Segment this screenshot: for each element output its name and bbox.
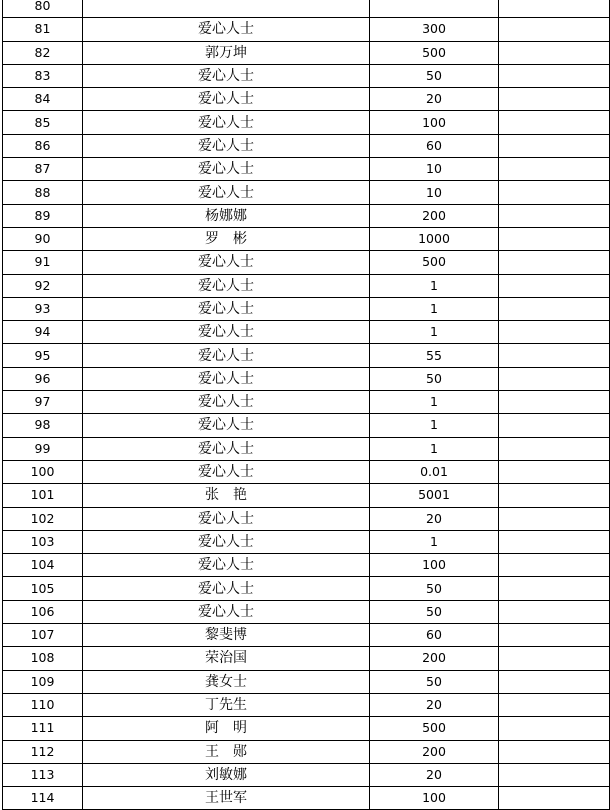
donor-name-cell [83, 0, 370, 18]
donor-name-cell: 罗 彬 [83, 227, 370, 250]
table-row [3, 647, 610, 670]
donation-amount-cell: 1 [370, 321, 499, 344]
row-number-cell: 110 [3, 693, 83, 716]
donor-name-cell: 爱心人士 [83, 600, 370, 623]
donor-name-cell: 爱心人士 [83, 577, 370, 600]
donor-name-cell: 爱心人士 [83, 64, 370, 87]
row-number-cell: 100 [3, 460, 83, 483]
table-row [3, 530, 610, 553]
empty-cell [499, 740, 610, 763]
table-row [3, 670, 610, 693]
table-row [3, 204, 610, 227]
donation-amount-cell: 20 [370, 693, 499, 716]
row-number-cell: 96 [3, 367, 83, 390]
table-row [3, 0, 610, 18]
donor-name-cell: 爱心人士 [83, 414, 370, 437]
donation-amount-cell: 20 [370, 88, 499, 111]
donation-amount-cell: 50 [370, 670, 499, 693]
table-row [3, 460, 610, 483]
donor-name-cell: 爱心人士 [83, 391, 370, 414]
donor-name-cell: 龚女士 [83, 670, 370, 693]
row-number-cell: 90 [3, 227, 83, 250]
empty-cell [499, 344, 610, 367]
empty-cell [499, 507, 610, 530]
row-number-cell: 103 [3, 530, 83, 553]
row-number-cell: 80 [3, 0, 83, 18]
table-row [3, 763, 610, 786]
table-row [3, 554, 610, 577]
table-row [3, 740, 610, 763]
empty-cell [499, 227, 610, 250]
empty-cell [499, 321, 610, 344]
empty-cell [499, 18, 610, 41]
table-row [3, 437, 610, 460]
donor-name-cell: 黎斐博 [83, 624, 370, 647]
row-number-cell: 89 [3, 204, 83, 227]
donation-amount-cell: 1 [370, 530, 499, 553]
donation-amount-cell: 100 [370, 111, 499, 134]
donation-amount-cell: 1 [370, 274, 499, 297]
donor-name-cell: 爱心人士 [83, 460, 370, 483]
row-number-cell: 112 [3, 740, 83, 763]
row-number-cell: 109 [3, 670, 83, 693]
donor-name-cell: 张 艳 [83, 484, 370, 507]
donation-amount-cell: 1 [370, 437, 499, 460]
table-row [3, 624, 610, 647]
table-row [3, 577, 610, 600]
row-number-cell: 85 [3, 111, 83, 134]
table-row [3, 41, 610, 64]
empty-cell [499, 787, 610, 810]
empty-cell [499, 763, 610, 786]
table-row [3, 367, 610, 390]
donor-name-cell: 杨娜娜 [83, 204, 370, 227]
row-number-cell: 105 [3, 577, 83, 600]
donation-amount-cell: 500 [370, 251, 499, 274]
donor-name-cell: 郭万坤 [83, 41, 370, 64]
donor-name-cell: 爱心人士 [83, 181, 370, 204]
table-row [3, 321, 610, 344]
empty-cell [499, 251, 610, 274]
empty-cell [499, 367, 610, 390]
empty-cell [499, 134, 610, 157]
empty-cell [499, 693, 610, 716]
empty-cell [499, 297, 610, 320]
donor-name-cell: 爱心人士 [83, 88, 370, 111]
donation-amount-cell: 20 [370, 507, 499, 530]
donation-amount-cell: 1 [370, 297, 499, 320]
table-row [3, 111, 610, 134]
donation-amount-cell: 5001 [370, 484, 499, 507]
empty-cell [499, 41, 610, 64]
donor-name-cell: 爱心人士 [83, 367, 370, 390]
donation-amount-cell: 10 [370, 181, 499, 204]
empty-cell [499, 111, 610, 134]
row-number-cell: 108 [3, 647, 83, 670]
empty-cell [499, 624, 610, 647]
donor-name-cell: 爱心人士 [83, 297, 370, 320]
table-row [3, 227, 610, 250]
donation-amount-cell: 60 [370, 624, 499, 647]
row-number-cell: 92 [3, 274, 83, 297]
table-row [3, 251, 610, 274]
donor-name-cell: 爱心人士 [83, 530, 370, 553]
row-number-cell: 97 [3, 391, 83, 414]
table-row [3, 484, 610, 507]
donor-name-cell: 爱心人士 [83, 344, 370, 367]
table-row [3, 507, 610, 530]
donation-amount-cell: 1 [370, 391, 499, 414]
donor-name-cell: 爱心人士 [83, 111, 370, 134]
row-number-cell: 94 [3, 321, 83, 344]
row-number-cell: 114 [3, 787, 83, 810]
empty-cell [499, 158, 610, 181]
donation-amount-cell: 100 [370, 554, 499, 577]
empty-cell [499, 64, 610, 87]
empty-cell [499, 554, 610, 577]
empty-cell [499, 437, 610, 460]
donation-amount-cell: 500 [370, 717, 499, 740]
donation-amount-cell: 20 [370, 763, 499, 786]
table-row [3, 717, 610, 740]
donation-amount-cell: 60 [370, 134, 499, 157]
empty-cell [499, 670, 610, 693]
donation-amount-cell: 50 [370, 577, 499, 600]
row-number-cell: 98 [3, 414, 83, 437]
empty-cell [499, 600, 610, 623]
donor-name-cell: 爱心人士 [83, 554, 370, 577]
row-number-cell: 84 [3, 88, 83, 111]
table-row [3, 181, 610, 204]
table-row [3, 158, 610, 181]
table-row [3, 18, 610, 41]
donor-name-cell: 爱心人士 [83, 274, 370, 297]
row-number-cell: 81 [3, 18, 83, 41]
donation-amount-cell: 55 [370, 344, 499, 367]
row-number-cell: 93 [3, 297, 83, 320]
donor-name-cell: 阿 明 [83, 717, 370, 740]
row-number-cell: 83 [3, 64, 83, 87]
row-number-cell: 111 [3, 717, 83, 740]
row-number-cell: 101 [3, 484, 83, 507]
donation-amount-cell: 200 [370, 740, 499, 763]
donation-table [2, 0, 610, 810]
empty-cell [499, 484, 610, 507]
donation-amount-cell: 0.01 [370, 460, 499, 483]
row-number-cell: 102 [3, 507, 83, 530]
row-number-cell: 88 [3, 181, 83, 204]
row-number-cell: 86 [3, 134, 83, 157]
donor-name-cell: 王世军 [83, 787, 370, 810]
empty-cell [499, 530, 610, 553]
empty-cell [499, 274, 610, 297]
empty-cell [499, 577, 610, 600]
table-row [3, 414, 610, 437]
empty-cell [499, 0, 610, 18]
donor-name-cell: 荣治国 [83, 647, 370, 670]
donor-name-cell: 王 郧 [83, 740, 370, 763]
table-row [3, 693, 610, 716]
table-row [3, 274, 610, 297]
table-row [3, 344, 610, 367]
donor-name-cell: 爱心人士 [83, 507, 370, 530]
table-row [3, 88, 610, 111]
donation-amount-cell: 100 [370, 787, 499, 810]
donation-amount-cell: 200 [370, 647, 499, 670]
empty-cell [499, 647, 610, 670]
donation-amount-cell: 1000 [370, 227, 499, 250]
donation-table-body [3, 0, 610, 810]
row-number-cell: 106 [3, 600, 83, 623]
row-number-cell: 107 [3, 624, 83, 647]
row-number-cell: 99 [3, 437, 83, 460]
table-row [3, 134, 610, 157]
empty-cell [499, 391, 610, 414]
donation-amount-cell: 500 [370, 41, 499, 64]
donation-amount-cell: 50 [370, 600, 499, 623]
empty-cell [499, 204, 610, 227]
row-number-cell: 87 [3, 158, 83, 181]
donation-amount-cell: 50 [370, 367, 499, 390]
empty-cell [499, 414, 610, 437]
donor-name-cell: 爱心人士 [83, 437, 370, 460]
donor-name-cell: 爱心人士 [83, 18, 370, 41]
row-number-cell: 104 [3, 554, 83, 577]
donor-name-cell: 爱心人士 [83, 251, 370, 274]
donation-amount-cell [370, 0, 499, 18]
empty-cell [499, 181, 610, 204]
donation-amount-cell: 200 [370, 204, 499, 227]
table-row [3, 297, 610, 320]
empty-cell [499, 717, 610, 740]
table-row [3, 600, 610, 623]
donor-name-cell: 爱心人士 [83, 158, 370, 181]
table-row [3, 391, 610, 414]
donation-amount-cell: 10 [370, 158, 499, 181]
donation-amount-cell: 50 [370, 64, 499, 87]
donor-name-cell: 爱心人士 [83, 134, 370, 157]
donor-name-cell: 丁先生 [83, 693, 370, 716]
table-row [3, 64, 610, 87]
row-number-cell: 95 [3, 344, 83, 367]
donor-name-cell: 刘敏娜 [83, 763, 370, 786]
row-number-cell: 113 [3, 763, 83, 786]
row-number-cell: 82 [3, 41, 83, 64]
donation-amount-cell: 1 [370, 414, 499, 437]
empty-cell [499, 460, 610, 483]
row-number-cell: 91 [3, 251, 83, 274]
donation-amount-cell: 300 [370, 18, 499, 41]
empty-cell [499, 88, 610, 111]
donor-name-cell: 爱心人士 [83, 321, 370, 344]
table-row [3, 787, 610, 810]
